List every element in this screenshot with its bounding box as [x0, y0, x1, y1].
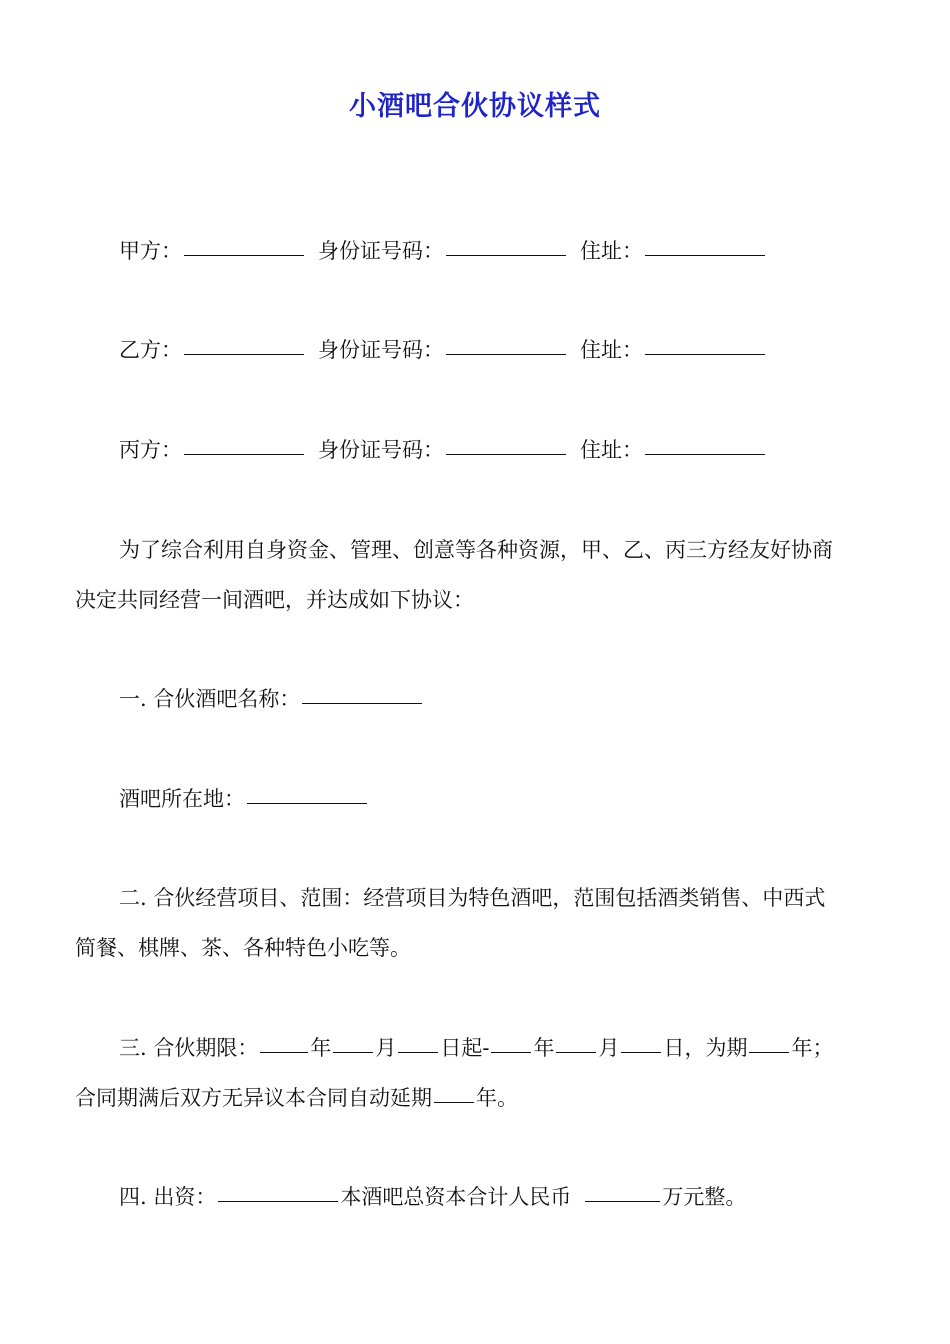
party-a-label: 甲方：	[119, 239, 182, 263]
clause-4-end: 万元整。	[662, 1185, 747, 1209]
clause-4-row	[75, 1182, 927, 1212]
bar-name-blank	[302, 702, 422, 704]
location-blank	[247, 802, 367, 804]
start-day-unit: 日起-	[440, 1036, 490, 1060]
end-year-unit: 年	[533, 1036, 555, 1060]
party-c-name-blank	[184, 453, 304, 455]
intro-line-1: 为了综合利用自身资金、管理、创意等各种资源，甲、乙、丙三方经友好协商	[119, 538, 833, 562]
clause-1-label: 一. 合伙酒吧名称：	[119, 687, 301, 711]
intro-line-2: 决定共同经营一间酒吧，并达成如下协议：	[75, 588, 474, 612]
party-a-row	[75, 236, 927, 266]
end-day-blank	[621, 1051, 661, 1053]
party-a-id-blank	[446, 254, 566, 256]
clause-2-line-2: 简餐、棋牌、茶、各种特色小吃等。	[75, 936, 411, 960]
party-b-row	[75, 335, 927, 365]
clause-4-prefix: 四. 出资：	[119, 1185, 217, 1209]
end-month-blank	[556, 1051, 596, 1053]
term-years-blank	[749, 1051, 789, 1053]
extension-years-blank	[434, 1101, 474, 1103]
start-year-blank	[260, 1051, 308, 1053]
party-c-label: 丙方：	[119, 438, 182, 462]
location-row	[75, 784, 927, 814]
start-day-blank	[398, 1051, 438, 1053]
clause-4-middle: 本酒吧总资本合计人民币	[340, 1185, 572, 1209]
capital-blank-1	[218, 1200, 338, 1202]
start-month-blank	[333, 1051, 373, 1053]
party-c-id-blank	[446, 453, 566, 455]
party-a-name-blank	[184, 254, 304, 256]
party-c-address-blank	[645, 453, 765, 455]
party-b-address-label: 住址：	[580, 338, 643, 362]
start-year-unit: 年	[310, 1036, 332, 1060]
term-years-unit: 年；	[791, 1036, 834, 1060]
party-a-address-label: 住址：	[580, 239, 643, 263]
party-c-address-label: 住址：	[580, 438, 643, 462]
party-b-address-blank	[645, 353, 765, 355]
party-a-address-blank	[645, 254, 765, 256]
clause-2-line-1: 二. 合伙经营项目、范围：经营项目为特色酒吧，范围包括酒类销售、中西式	[119, 886, 826, 910]
end-month-unit: 月	[598, 1036, 620, 1060]
extension-text: 合同期满后双方无异议本合同自动延期	[75, 1086, 432, 1110]
clause-1-row	[75, 684, 927, 714]
end-day-unit: 日，为期	[663, 1036, 748, 1060]
end-year-blank	[491, 1051, 531, 1053]
start-month-unit: 月	[375, 1036, 397, 1060]
party-b-label: 乙方：	[119, 338, 182, 362]
party-b-name-blank	[184, 353, 304, 355]
document-title: 小酒吧合伙协议样式	[349, 91, 601, 122]
party-c-id-label: 身份证号码：	[318, 438, 444, 462]
party-a-id-label: 身份证号码：	[318, 239, 444, 263]
location-label: 酒吧所在地：	[119, 787, 245, 811]
clause-3-prefix: 三. 合伙期限：	[119, 1036, 259, 1060]
clause-3-line-1	[75, 1033, 927, 1063]
party-c-row	[75, 435, 927, 465]
party-b-id-blank	[446, 353, 566, 355]
capital-amount-blank	[585, 1200, 660, 1202]
extension-years-unit: 年。	[476, 1086, 518, 1110]
party-b-id-label: 身份证号码：	[318, 338, 444, 362]
clause-3-line-2	[75, 1083, 883, 1113]
